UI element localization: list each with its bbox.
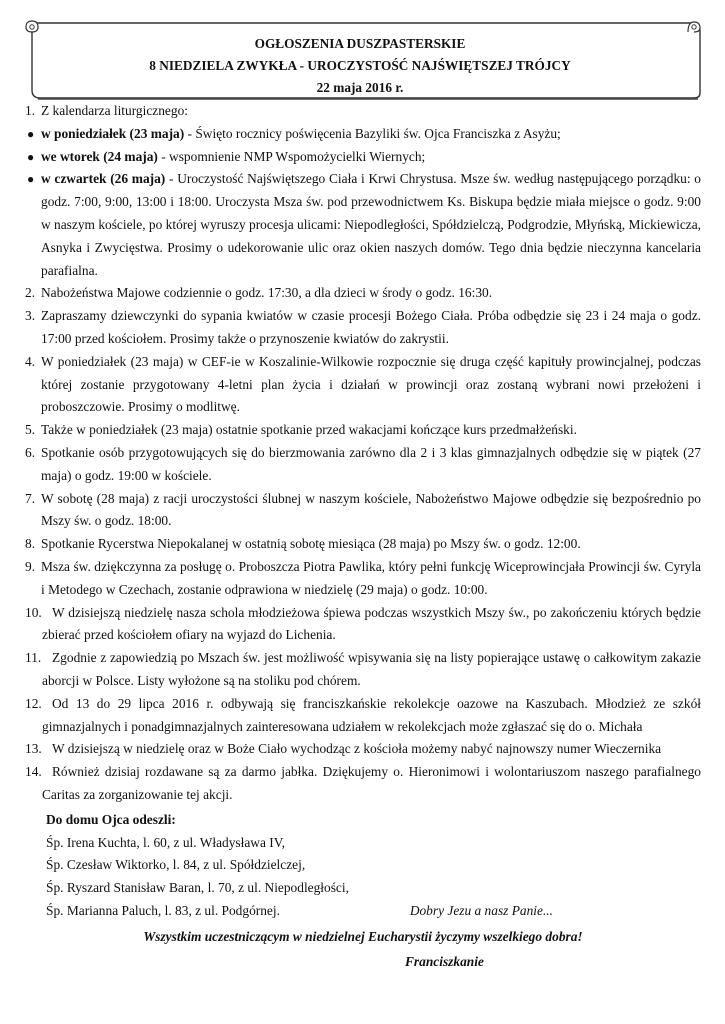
item-text: Zgodnie z zapowiedzią po Mszach św. jest możliwość wpisywania się na listy popierające ustawę o całkowitym zakazie aborcji w Polsce. Listy wyłożone są na stoliku pod chórem.: [42, 650, 701, 688]
list-item: [25, 351, 701, 419]
list-item: [25, 602, 701, 648]
prayer-note: Dobry Jezu a nasz Panie...: [409, 902, 553, 918]
list-item: [25, 647, 701, 693]
item-text: W dzisiejszą niedzielę nasza schola młodzieżowa śpiewa podczas wszystkich Mszy św., po zakończeniu których będzie zbierać przed kościołem ofiary na wyjazd do Lichenia.: [42, 604, 701, 643]
list-item: [25, 761, 701, 807]
item-number: 10.: [25, 604, 42, 620]
announcements: [25, 100, 701, 974]
list-item: [25, 419, 701, 442]
departed-person: Śp. Czesław Wiktorko, l. 84, z ul. Spółdzielczej,: [46, 857, 306, 873]
bullet-icon: ●: [27, 172, 35, 187]
item-lead: we wtorek (24 maja): [41, 148, 158, 164]
departed-last-row: [46, 900, 701, 923]
list-item: [25, 556, 701, 602]
item-text: Z kalendarza liturgicznego:: [41, 103, 188, 118]
departed-person: Śp. Irena Kuchta, l. 60, z ul. Władysława IV,: [46, 834, 285, 850]
item-number: 8.: [25, 536, 36, 552]
list-item: [25, 693, 701, 739]
item-number: 9.: [25, 558, 36, 574]
item-text: - Święto rocznicy poświęcenia Bazyliki św. Ojca Franciszka z Asyżu;: [184, 125, 561, 141]
list-item: [25, 738, 701, 761]
header-subtitle: 8 NIEDZIELA ZWYKŁA - UROCZYSTOŚĆ NAJŚWIĘTSZEJ TRÓJCY: [149, 58, 571, 73]
item-lead: w czwartek (26 maja): [41, 171, 166, 187]
item-number: 14.: [25, 764, 42, 780]
item-text: Od 13 do 29 lipca 2016 r. odbywają się franciszkańskie rekolekcje oazowe na Kaszubach. Młodzież ze szkół gimnazjalnych i ponadgimnazjalnych zainteresowana udziałem w rekolekcjach może zgłaszać się do o. Michała: [42, 695, 701, 734]
item-number: 1.: [25, 103, 36, 118]
list-item: [25, 442, 701, 488]
departed-person: Śp. Ryszard Stanisław Baran, l. 70, z ul. Niepodległości,: [46, 880, 349, 896]
item-text: - Uroczystość Najświętszego Ciała i Krwi Chrystusa. Msze św. według następującego porządku: o godz. 7:00, 9:00, 13:00 i 18:00. Uroczysta Msza św. pod przewodnictwem Ks. Biskupa będzie miała miejsce o godz. 9:00 w naszym kościele, po której wyruszy procesja ulicami: Niepodległości, Spółdzielczą, Podgrodzie, Młyńską, Mickiewicza, Asnyka i Zwycięstwa. Prosimy o udekorowanie ulic oraz okien naszych domów. Tego dnia będzie nieczynna kancelaria parafialna.: [41, 171, 701, 278]
departed-person: Śp. Marianna Paluch, l. 83, z ul. Podgórnej.: [46, 902, 280, 918]
item-text: Nabożeństwa Majowe codziennie o godz. 17:30, a dla dzieci w środy o godz. 16:30.: [41, 285, 493, 301]
bullet-icon: ●: [27, 126, 35, 141]
item-number: 2.: [25, 285, 36, 301]
item-number: 6.: [25, 444, 36, 460]
item-text: Msza św. dziękczynna za posługę o. Proboszcza Piotra Pawlika, który pełni funkcję Wiceprowincjała Prowincji św. Cyryla i Metodego w Czechach, zostanie odprawiona w niedzielę (29 maja) o godz. 10:00.: [41, 558, 701, 597]
item-number: 3.: [25, 308, 36, 324]
item-number: 12.: [25, 695, 42, 711]
item-number: 11.: [25, 650, 42, 666]
list-item: [25, 533, 701, 556]
item-number: 5.: [25, 422, 36, 438]
item-number: 7.: [25, 490, 36, 506]
bullet-icon: ●: [27, 149, 35, 164]
list-item: [25, 305, 701, 351]
item-text: Także w poniedziałek (23 maja) ostatnie spotkanie przed wakacjami kończące kurs przedmałżeński.: [41, 422, 577, 438]
item-text: W dzisiejszą w niedzielę oraz w Boże Ciało wychodząc z kościoła możemy nabyć najnowszy numer Wieczernika: [52, 741, 662, 757]
item-text: Również dzisiaj rozdawane są za darmo jabłka. Dziękujemy o. Hieronimowi i wolontariuszom naszego parafialnego Caritas za zorganizowanie tej akcji.: [42, 764, 701, 802]
list-item: [25, 168, 701, 282]
header-title: OGŁOSZENIA DUSZPASTERSKIE: [254, 36, 466, 51]
closing-wish: Wszystkim uczestniczącym w niedzielnej Eucharystii życzymy wszelkiego dobra!: [143, 928, 583, 944]
departed-title: Do domu Ojca odeszli:: [46, 811, 176, 827]
item-text: Zapraszamy dziewczynki do sypania kwiatów w czasie procesji Bożego Ciała. Próba odbędzie się 23 i 24 maja o godz. 17:00 przed kościołem. Prosimy także o przynoszenie kwiatów do zakrystii.: [41, 308, 701, 346]
item-text: Spotkanie osób przygotowujących się do bierzmowania zarówno dla 2 i 3 klas gimnazjalnych odbędzie się w piątek (27 maja) o godz. 19:00 w kościele.: [41, 444, 701, 483]
item-text: - wspomnienie NMP Wspomożycielki Wiernych;: [157, 148, 426, 164]
list-item: [25, 100, 701, 123]
list-item: [25, 488, 701, 534]
signature: Franciszkanie: [405, 954, 484, 970]
item-text: Spotkanie Rycerstwa Niepokalanej w ostatnią sobotę miesiąca (28 maja) po Mszy św. o godz. 12:00.: [41, 536, 581, 552]
list-item: [25, 282, 701, 305]
header-date: 22 maja 2016 r.: [316, 80, 404, 95]
item-number: 13.: [25, 741, 42, 757]
item-text: W sobotę (28 maja) z racji uroczystości ślubnej w naszym kościele, Nabożeństwo Majowe odbędzie się bezpośrednio po Mszy św. o godz. 18:00.: [41, 490, 701, 529]
page-header: [40, 33, 680, 99]
item-text: W poniedziałek (23 maja) w CEF-ie w Koszalinie-Wilkowie rozpocznie się druga część kapituły prowincjalnej, podczas której zostanie przygotowany 4-letni plan życia i działań w prowincji oraz zostaną wybrani nowi przełożeni i proboszczowie. Prosimy o modlitwę.: [41, 353, 701, 415]
list-item: [25, 123, 701, 146]
item-number: 4.: [25, 353, 36, 369]
list-item: [25, 146, 701, 169]
item-lead: w poniedziałek (23 maja): [41, 125, 185, 141]
departed-section: [25, 809, 701, 923]
